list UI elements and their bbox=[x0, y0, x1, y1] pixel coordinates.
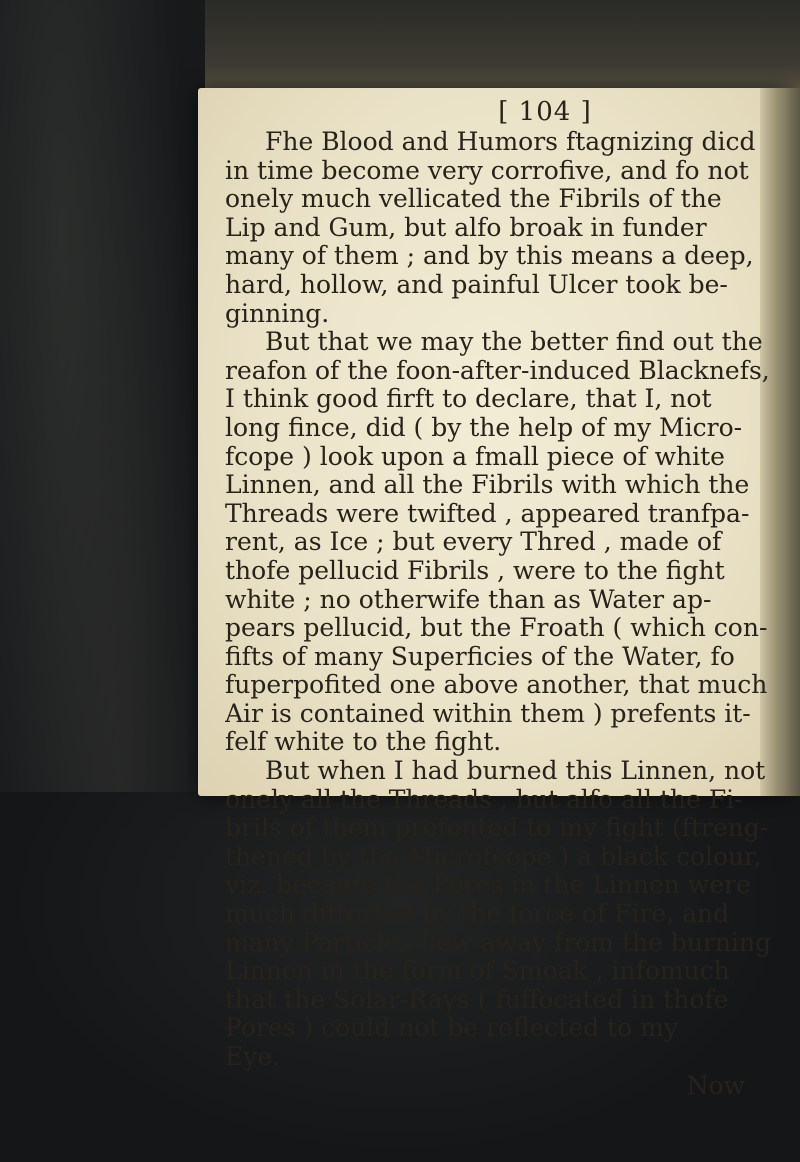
text-line: felf white to the fight. bbox=[225, 728, 502, 757]
text-line: Linnen, and all the Fibrils with which the bbox=[225, 471, 750, 500]
text-line: in time become very corrofive, and fo not bbox=[225, 156, 749, 185]
text-line: Threads were twifted , appeared tranfpa- bbox=[225, 499, 750, 528]
text-line: Linnen in the form of Smoak , infomuch bbox=[225, 957, 730, 986]
page-number-header: [ 104 ] bbox=[498, 97, 592, 127]
text-line: Pores ) could not be reflected to my bbox=[225, 1014, 678, 1043]
page-text bbox=[225, 98, 775, 1100]
text-line: pears pellucid, but the Froath ( which con- bbox=[225, 614, 768, 643]
text-line: viz. becaufe the Pores in the Linnen were bbox=[225, 871, 751, 900]
text-line: rent, as Ice ; but every Thred , made of bbox=[225, 528, 722, 557]
text-line: ginning. bbox=[225, 299, 330, 328]
text-line: long fince, did ( by the help of my Micro- bbox=[225, 413, 743, 442]
text-line: thofe pellucid Fibrils , were to the fight bbox=[225, 556, 725, 585]
text-line: thened by the Microfcope ) a black colour, bbox=[225, 842, 762, 871]
text-line: But when I had burned this Linnen, not bbox=[265, 757, 766, 786]
text-line: much diftorted by the force of Fire, and bbox=[225, 900, 730, 929]
catchword: Now bbox=[686, 1071, 745, 1100]
text-line: fcope ) look upon a fmall piece of white bbox=[225, 442, 725, 471]
text-line: many of them ; and by this means a deep, bbox=[225, 242, 754, 271]
text-line: fuperpofited one above another, that much bbox=[225, 671, 768, 700]
text-line: reafon of the foon-after-induced Blacknefs, bbox=[225, 356, 770, 385]
text-line: hard, hollow, and painful Ulcer took be- bbox=[225, 270, 728, 299]
text-line: Lip and Gum, but alfo broak in funder bbox=[225, 213, 707, 242]
text-line: Fhe Blood and Humors ftagnizing dicd bbox=[265, 128, 756, 156]
text-line: onely much vellicated the Fibrils of the bbox=[225, 185, 722, 214]
text-line: Air is contained within them ) prefents it- bbox=[225, 699, 751, 728]
text-line: I think good firft to declare, that I, not bbox=[225, 385, 712, 414]
text-line: onely all the Threads , but alfo all the Fi- bbox=[225, 785, 743, 814]
text-line: Eye. bbox=[225, 1043, 281, 1071]
text-line: But that we may the better find out the bbox=[265, 328, 763, 357]
text-line: white ; no otherwife than as Water ap- bbox=[225, 585, 712, 614]
text-line: that the Solar-Rays ( fuffocated in thofe bbox=[225, 985, 729, 1014]
text-line: fifts of many Superficies of the Water, fo bbox=[225, 642, 735, 671]
text-line: brils of them prefented to my fight (ftreng- bbox=[225, 814, 769, 843]
text-line: many Particles flew away from the burning bbox=[225, 928, 772, 957]
